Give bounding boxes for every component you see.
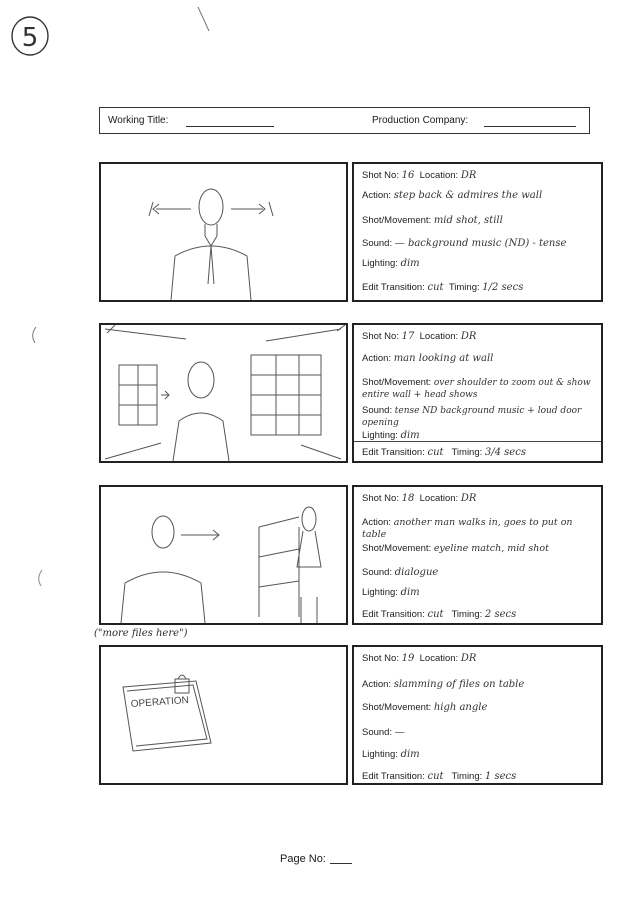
working-title-field[interactable]	[186, 126, 274, 127]
info-box-shot-19	[352, 645, 603, 785]
shot-movement-label: Shot/Movement:	[362, 543, 432, 554]
lighting-label: Lighting:	[362, 587, 398, 598]
lighting-value: dim	[400, 258, 420, 269]
sketch-panel-shot-17	[99, 323, 348, 463]
lighting-value: dim	[400, 430, 420, 441]
shot-no-value: 19	[401, 653, 415, 664]
location-value: DR	[460, 331, 477, 342]
stray-mark-left-2	[34, 568, 46, 588]
sketch-panel-shot-19	[99, 645, 348, 785]
edit-transition-label: Edit Transition:	[362, 447, 425, 458]
info-box-shot-18	[352, 485, 603, 625]
sketch-man-facing-wall	[101, 164, 346, 300]
shot-no-value: 16	[401, 170, 415, 181]
divider	[354, 441, 601, 442]
timing-label: Timing:	[451, 609, 483, 620]
edit-transition-label: Edit Transition:	[362, 282, 425, 293]
sound-value: — background music (ND) - tense	[394, 238, 567, 249]
action-value: another man walks in, goes to put on table	[362, 517, 573, 540]
sound-label: Sound:	[362, 238, 393, 249]
timing-value: 3/4 secs	[484, 447, 526, 458]
edit-transition-label: Edit Transition:	[362, 609, 425, 620]
production-company-label: Production Company:	[372, 115, 469, 126]
shot-no-label: Shot No:	[362, 493, 399, 504]
action-label: Action:	[362, 190, 392, 201]
edit-transition-value: cut	[427, 609, 444, 620]
location-value: DR	[460, 493, 477, 504]
shot-no-label: Shot No:	[362, 331, 399, 342]
stray-mark-top	[195, 5, 215, 35]
sound-value: —	[394, 727, 405, 738]
sound-label: Sound:	[362, 567, 393, 578]
info-box-shot-16	[352, 162, 603, 302]
location-label: Location:	[419, 493, 459, 504]
location-value: DR	[460, 170, 477, 181]
timing-label: Timing:	[448, 282, 480, 293]
shot-movement-value: over shoulder to zoom out & show entire wall + head shows	[362, 378, 591, 400]
more-files-note: ("more files here")	[94, 628, 188, 639]
page-number-footer	[280, 853, 352, 865]
action-value: man looking at wall	[393, 353, 494, 364]
timing-label: Timing:	[451, 447, 483, 458]
location-value: DR	[460, 653, 477, 664]
edit-transition-value: cut	[427, 771, 444, 782]
stray-mark-left	[28, 325, 40, 345]
lighting-label: Lighting:	[362, 430, 398, 441]
lighting-value: dim	[400, 587, 420, 598]
edit-transition-value: cut	[427, 447, 444, 458]
timing-label: Timing:	[451, 771, 483, 782]
page-mark-number: 5	[21, 23, 39, 53]
sound-label: Sound:	[362, 405, 393, 416]
shot-no-label: Shot No:	[362, 170, 399, 181]
timing-value: 1/2 secs	[482, 282, 524, 293]
production-company-field[interactable]	[484, 126, 576, 127]
shot-movement-value: eyeline match, mid shot	[433, 543, 549, 554]
shot-movement-value: high angle	[433, 702, 488, 713]
header-box	[99, 107, 590, 134]
shot-movement-label: Shot/Movement:	[362, 377, 432, 388]
shot-no-value: 17	[401, 331, 415, 342]
sketch-files-on-table	[101, 647, 346, 797]
lighting-label: Lighting:	[362, 749, 398, 760]
lighting-value: dim	[400, 749, 420, 760]
sound-label: Sound:	[362, 727, 393, 738]
shot-no-value: 18	[401, 493, 415, 504]
page-mark-circle	[8, 14, 52, 58]
page-no-field[interactable]	[330, 863, 352, 864]
sketch-panel-shot-16	[99, 162, 348, 302]
sketch-wall-of-files	[101, 325, 346, 461]
operation-sign-text: OPERATION	[130, 694, 190, 710]
location-label: Location:	[419, 653, 459, 664]
working-title-label: Working Title:	[108, 115, 169, 126]
shot-movement-value: mid shot, still	[433, 215, 503, 226]
timing-value: 1 secs	[484, 771, 517, 782]
shot-movement-label: Shot/Movement:	[362, 215, 432, 226]
timing-value: 2 secs	[484, 609, 517, 620]
sound-value: dialogue	[394, 567, 439, 578]
shot-movement-label: Shot/Movement:	[362, 702, 432, 713]
sound-value: tense ND background music + loud door opening	[362, 406, 582, 428]
sketch-panel-shot-18	[99, 485, 348, 625]
edit-transition-label: Edit Transition:	[362, 771, 425, 782]
action-label: Action:	[362, 679, 392, 690]
edit-transition-value: cut	[427, 282, 444, 293]
location-label: Location:	[419, 170, 459, 181]
action-value: slamming of files on table	[393, 679, 525, 690]
location-label: Location:	[419, 331, 459, 342]
lighting-label: Lighting:	[362, 258, 398, 269]
action-value: step back & admires the wall	[393, 190, 543, 201]
action-label: Action:	[362, 353, 392, 364]
page-no-label: Page No:	[280, 853, 326, 865]
action-label: Action:	[362, 517, 392, 528]
shot-no-label: Shot No:	[362, 653, 399, 664]
sketch-eyeline-match	[101, 487, 346, 623]
info-box-shot-17	[352, 323, 603, 463]
